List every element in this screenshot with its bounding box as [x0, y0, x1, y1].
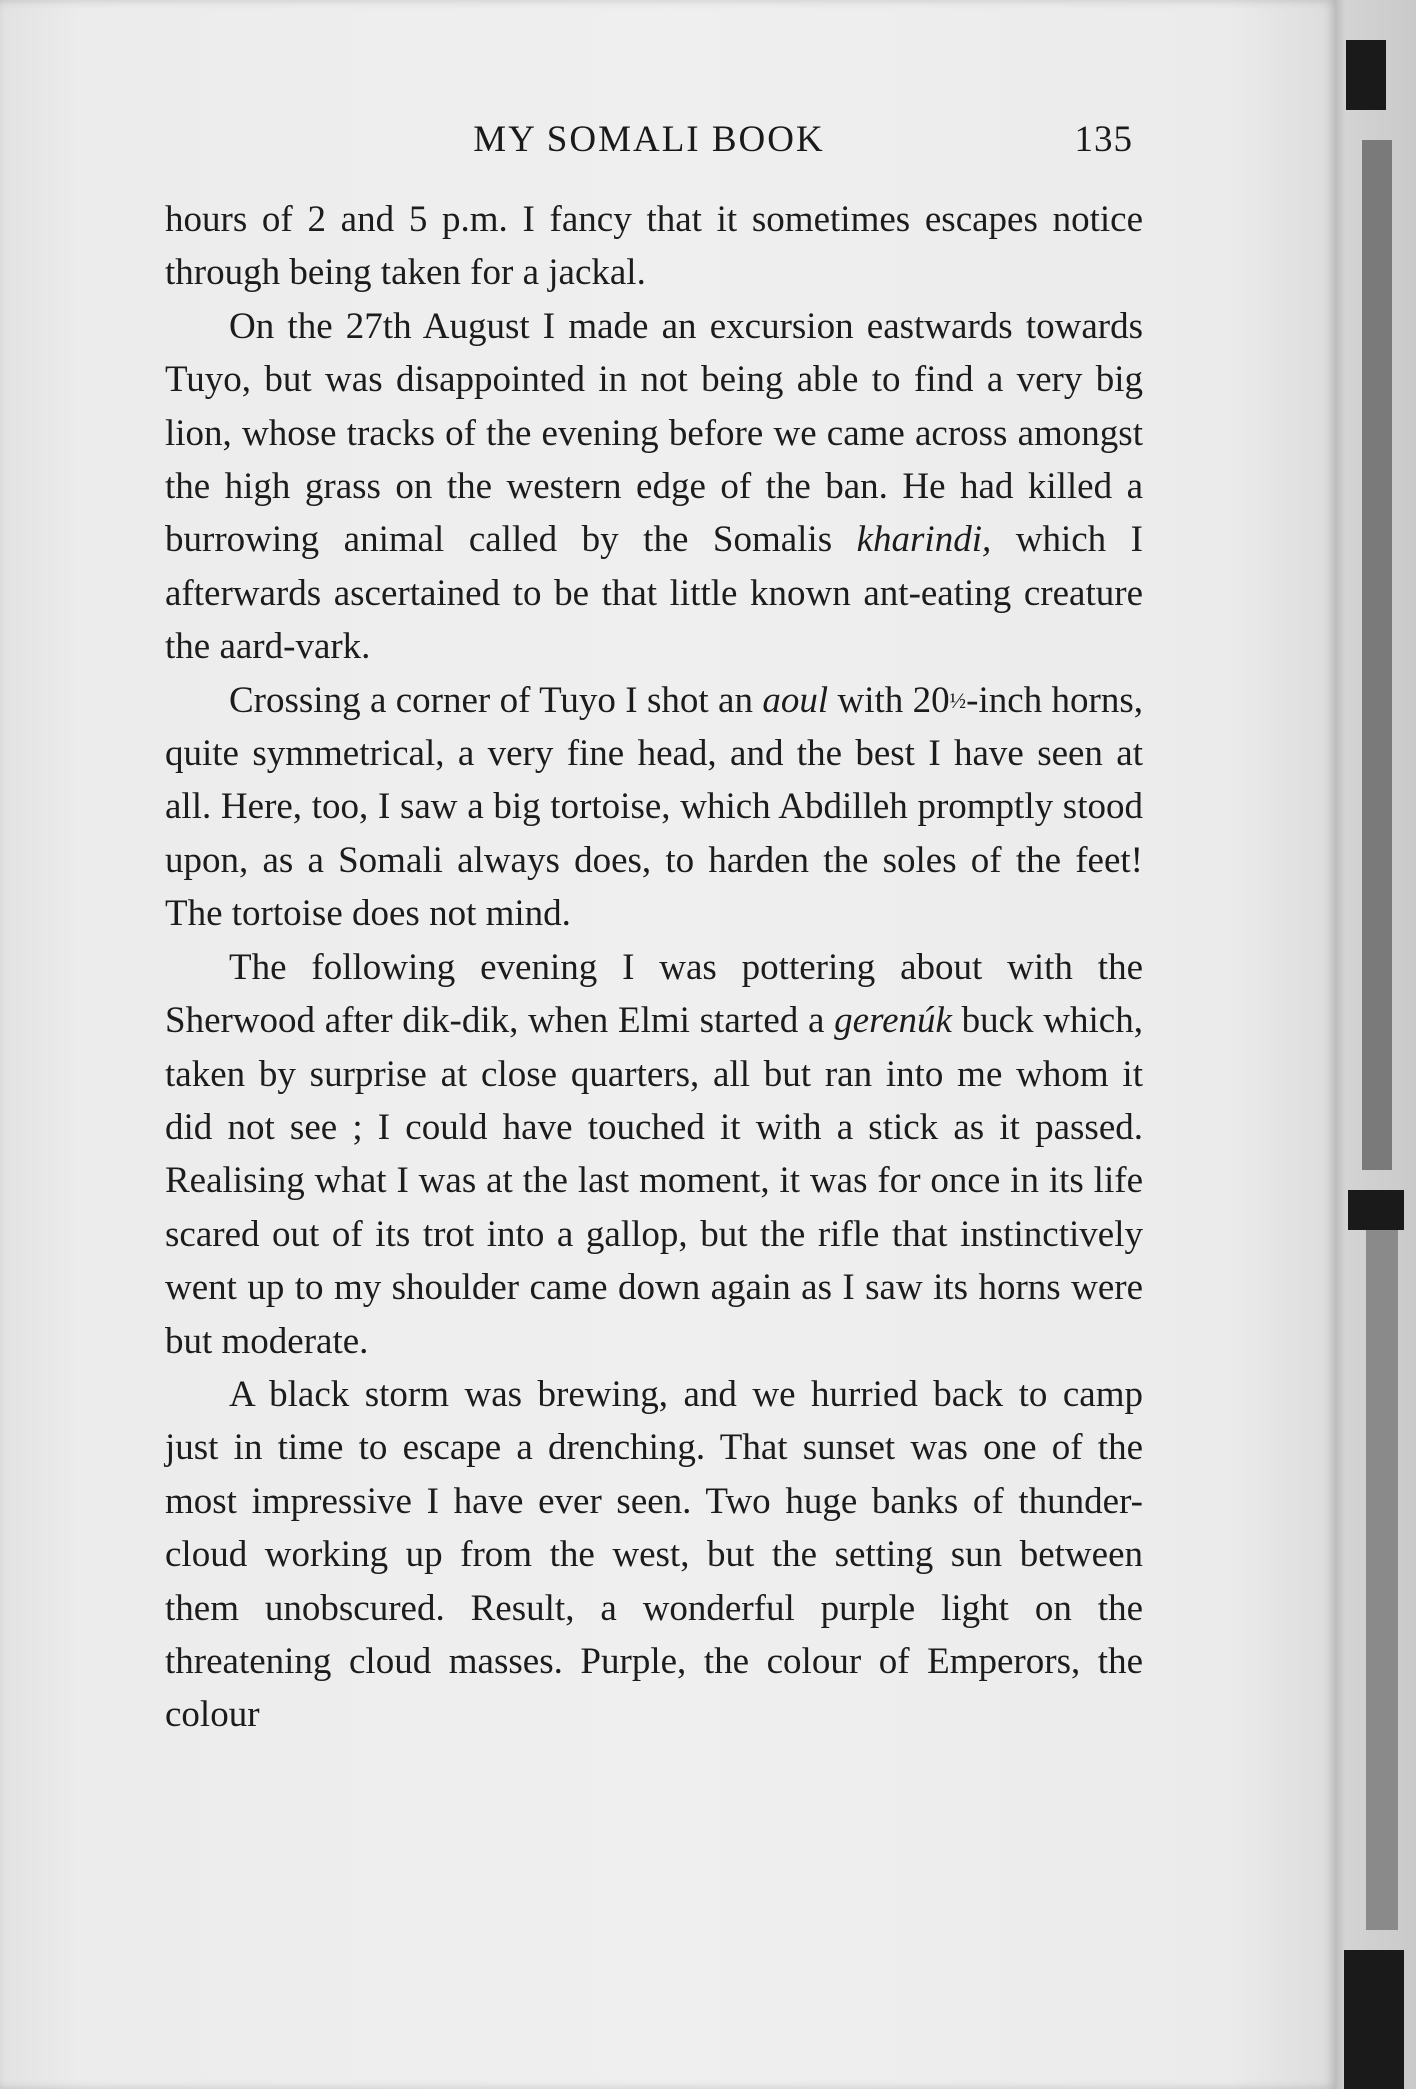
paragraph-4-text-b: buck which, taken by surprise at close quarters, all but ran into me whom it did not see ; I could have touched it with a stick as it passed. Realising what I was at the last moment, it was for once in its life scared out of its trot into a gallop, but the rifle that instinctively went up to my shoulder came down again as I saw its horns were but moderate.: [165, 1000, 1143, 1362]
edge-shadow-mark: [1366, 1230, 1398, 1930]
body-text: [165, 193, 1143, 1742]
paragraph-4-text-a: The following evening I was pottering about with the Sherwood after dik-dik, when Elmi started a: [165, 946, 1143, 1042]
fraction-half: ½: [949, 687, 967, 713]
paragraph-1-text: hours of 2 and 5 p.m. I fancy that it sometimes escapes notice through being taken for a jackal.: [165, 199, 1143, 294]
paragraph-2-text-b: which I afterwards ascertained to be that little known ant-eating creature the aard-vark.: [165, 519, 1143, 668]
italic-word-gerenuk: gerenúk: [834, 1000, 952, 1042]
paragraph-2: [165, 300, 1143, 674]
adjacent-page-edge: [1336, 0, 1416, 2089]
page-number: 135: [1074, 119, 1133, 160]
paragraph-1: [165, 193, 1143, 300]
paragraph-2-text-a: On the 27th August I made an excursion eastwards towards Tuyo, but was disappointed in not being able to find a very big lion, whose tracks of the evening before we came across amongst the high grass on the western edge of the ban. He had killed a burrowing animal called by the Somalis: [165, 305, 1143, 561]
paragraph-3: [165, 674, 1143, 941]
paragraph-3-text-a: Crossing a corner of Tuyo I shot an: [229, 679, 763, 721]
edge-shadow-mark: [1362, 140, 1392, 1170]
paragraph-3-text-b: with 20: [828, 679, 950, 721]
paragraph-5: [165, 1368, 1143, 1742]
paragraph-5-text: A black storm was brewing, and we hurried back to camp just in time to escape a drenching. That sunset was one of the most impressive I have ever seen. Two huge banks of thunder-cloud working up from the west, but the setting sun between them unobscured. Result, a wonderful purple light on the threatening cloud masses. Purple, the colour of Emperors, the colour: [165, 1373, 1143, 1736]
italic-word-kharindi: kharindi,: [856, 519, 992, 561]
running-title: MY SOMALI BOOK: [473, 119, 825, 160]
paragraph-3-text-c: -inch horns, quite symmetrical, a very fine head, and the best I have seen at all. Here, too, I saw a big tortoise, which Abdilleh promptly stood upon, as a Somali always does, to harden the soles of the feet! The tortoise does not mind.: [165, 679, 1144, 935]
edge-shadow-mark: [1344, 1950, 1404, 2089]
edge-shadow-mark: [1348, 1190, 1404, 1230]
italic-word-aoul: aoul: [762, 679, 829, 721]
running-head: [165, 118, 1133, 168]
edge-shadow-mark: [1346, 40, 1386, 110]
paragraph-4: [165, 941, 1143, 1368]
